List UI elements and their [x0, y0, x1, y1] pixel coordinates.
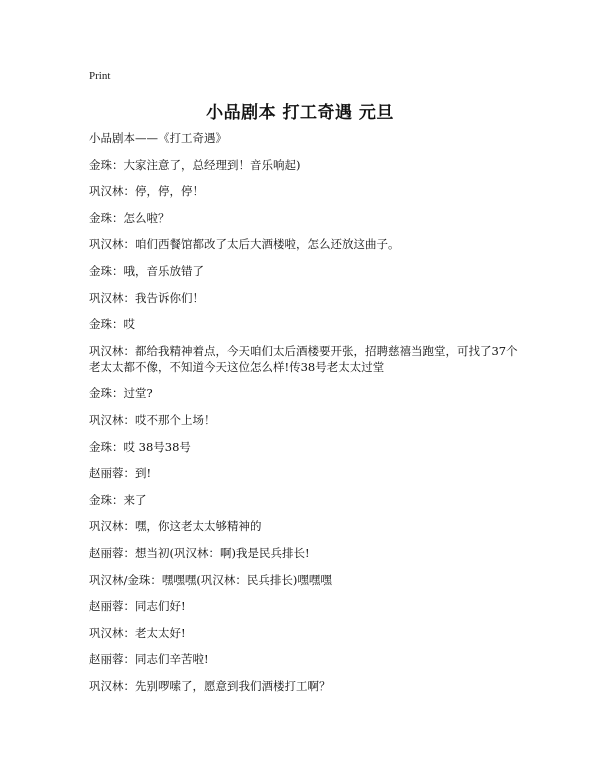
script-line: 金珠：哎 — [89, 317, 135, 332]
script-line: 金珠：过堂? — [89, 386, 153, 401]
script-line: 赵丽蓉：想当初(巩汉林：啊)我是民兵排长! — [89, 545, 310, 560]
script-line: 金珠：来了 — [89, 492, 147, 507]
script-line: 小品剧本——《打工奇遇》 — [89, 131, 227, 145]
script-line: 巩汉林：停，停，停！ — [89, 184, 204, 199]
script-line: 巩汉林：老太太好! — [89, 625, 186, 640]
script-line: 巩汉林：咱们西餐馆都改了太后大酒楼啦，怎么还放这曲子。 — [89, 237, 400, 252]
script-line: 巩汉林：我告诉你们！ — [89, 290, 204, 305]
script-line: 赵丽蓉：到! — [89, 466, 152, 481]
script-line: 巩汉林/金珠：嘿嘿嘿(巩汉林：民兵排长)嘿嘿嘿 — [89, 572, 332, 587]
script-line: 金珠：哦，音乐放错了 — [89, 263, 204, 278]
script-line: 金珠：大家注意了，总经理到！音乐响起) — [89, 157, 301, 172]
script-lines — [89, 130, 529, 704]
script-line: 巩汉林：哎不那个上场！ — [89, 412, 216, 427]
script-line: 巩汉林：嘿，你这老太太够精神的 — [89, 519, 262, 534]
script-line: 金珠：怎么啦？ — [89, 210, 170, 225]
script-line: 巩汉林：都给我精神着点，今天咱们太后酒楼要开张，招聘慈禧当跑堂，可找了37个老太太都不像，不知道今天这位怎么样!传38号老太太过堂 — [89, 343, 518, 374]
script-line: 赵丽蓉：同志们辛苦啦! — [89, 652, 209, 667]
script-line: 巩汉林：先别啰嗦了，愿意到我们酒楼打工啊？ — [89, 678, 331, 693]
script-line: 赵丽蓉：同志们好! — [89, 599, 186, 614]
script-line: 金珠：哎 38号38号 — [89, 439, 191, 454]
document-title: 小品剧本 打工奇遇 元旦 — [206, 103, 394, 123]
print-link[interactable]: Print — [89, 70, 111, 82]
